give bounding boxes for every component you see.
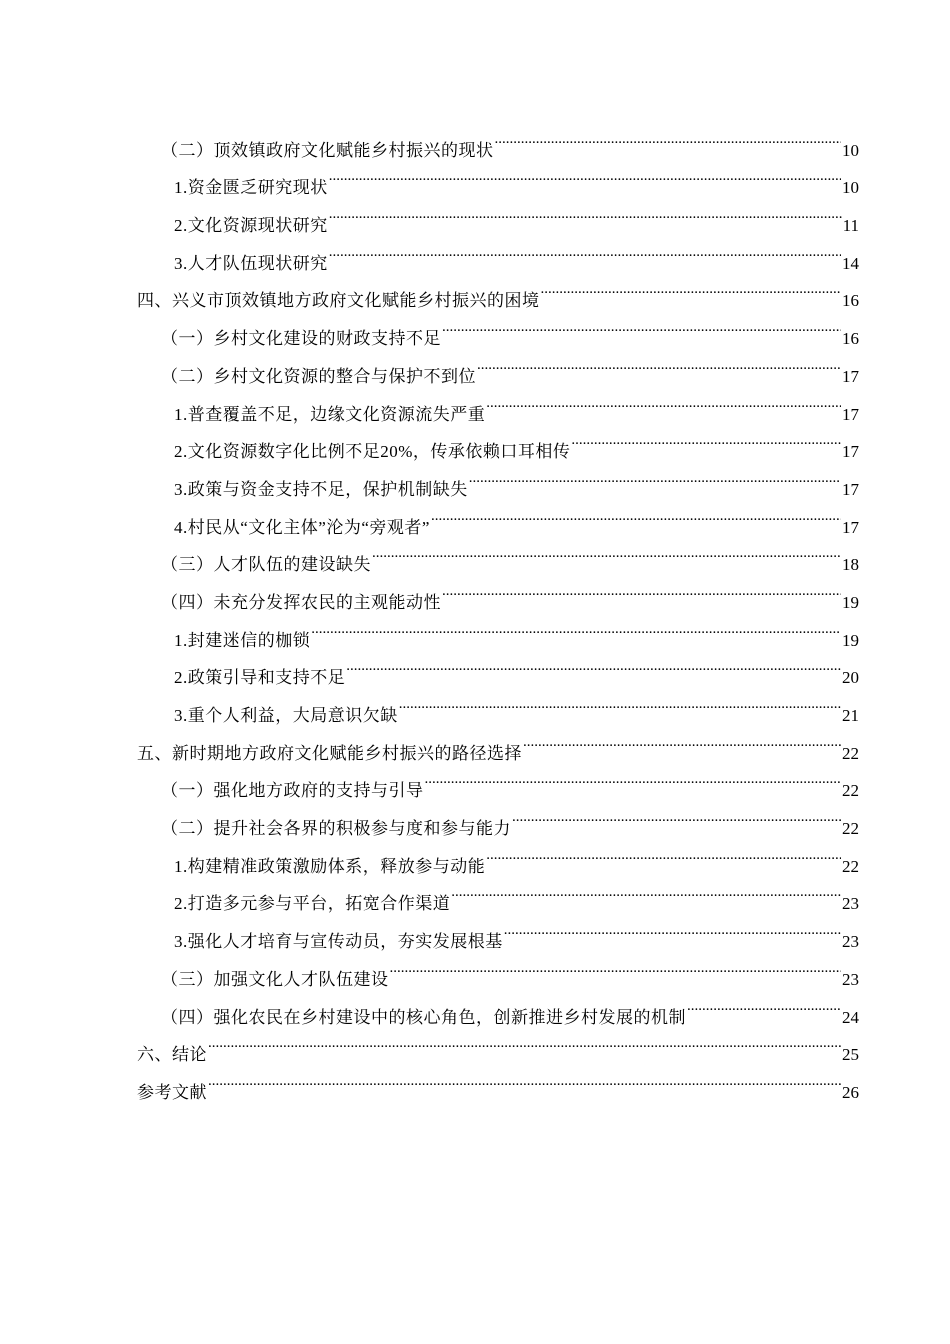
toc-entry-title: 3.重个人利益，大局意识欠缺: [174, 706, 398, 725]
toc-dot-leader: [346, 646, 841, 684]
toc-entry-title: （一）乡村文化建设的财政支持不足: [161, 329, 441, 349]
toc-entry-title: （三）人才队伍的建设缺失: [161, 555, 371, 575]
toc-entry-title: （一）强化地方政府的支持与引导: [161, 781, 424, 801]
toc-entry-page-number: 17: [842, 517, 859, 537]
toc-dot-leader: [504, 909, 841, 947]
toc-entry-page-number: 20: [842, 668, 859, 688]
toc-entry-title: 1.封建迷信的枷锁: [174, 630, 311, 650]
toc-entry-page-number: 17: [842, 404, 859, 424]
toc-entry-title: 2.打造多元参与平台，拓宽合作渠道: [174, 894, 451, 914]
toc-entry-page-number: 17: [842, 479, 859, 499]
toc-entry-page-number: 22: [842, 781, 859, 801]
toc-dot-leader: [486, 382, 841, 420]
toc-entry-title: （二）提升社会各界的积极参与度和参与能力: [161, 819, 511, 839]
toc-dot-leader: [431, 495, 841, 533]
toc-dot-leader: [523, 721, 841, 759]
toc-entry-page-number: 23: [842, 894, 859, 914]
toc-entry-page-number: 19: [842, 630, 859, 650]
toc-entry-page-number: 23: [842, 969, 859, 989]
toc-entry-title: 六、结论: [137, 1045, 207, 1065]
toc-entry-page-number: 22: [842, 819, 859, 839]
toc-entry-page-number: 11: [842, 216, 859, 236]
toc-dot-leader: [372, 533, 841, 571]
toc-entry-page-number: 26: [842, 1082, 859, 1102]
toc-dot-leader: [571, 420, 841, 458]
toc-entry-page-number: 21: [842, 706, 859, 725]
toc-entry-title: 四、兴义市顶效镇地方政府文化赋能乡村振兴的困境: [137, 291, 540, 311]
toc-dot-leader: [469, 457, 841, 495]
toc-entry-page-number: 17: [842, 366, 859, 386]
toc-entry-page-number: 23: [842, 932, 859, 952]
toc-dot-leader: [329, 231, 841, 269]
toc-entry-title: （四）未充分发挥农民的主观能动性: [161, 592, 441, 612]
toc-entry-title: 1.资金匮乏研究现状: [174, 178, 328, 198]
toc-entry-page-number: 10: [842, 178, 859, 198]
toc-dot-leader: [399, 683, 841, 721]
toc-entry-title: 2.文化资源数字化比例不足20%，传承依赖口耳相传: [174, 442, 571, 462]
toc-entry[interactable]: [137, 1060, 859, 1102]
toc-entry-title: 2.文化资源现状研究: [174, 216, 328, 236]
toc-entry-page-number: 10: [842, 140, 859, 160]
toc-dot-leader: [208, 1060, 841, 1098]
table-of-contents: [137, 118, 859, 1102]
toc-entry-title: 4.村民从“文化主体”沦为“旁观者”: [174, 517, 430, 537]
toc-dot-leader: [442, 570, 841, 608]
toc-entry-title: 3.人才队伍现状研究: [174, 253, 328, 273]
toc-dot-leader: [451, 872, 841, 910]
toc-entry-title: 1.普查覆盖不足，边缘文化资源流失严重: [174, 404, 486, 424]
toc-entry-page-number: 16: [842, 329, 859, 349]
toc-dot-leader: [311, 608, 841, 646]
toc-entry-page-number: 25: [842, 1045, 859, 1065]
toc-entry-page-number: 24: [842, 1007, 859, 1027]
toc-dot-leader: [442, 306, 841, 344]
toc-entry-page-number: 17: [842, 442, 859, 462]
toc-entry-title: （二）乡村文化资源的整合与保护不到位: [161, 366, 476, 386]
toc-entry[interactable]: [137, 1023, 859, 1065]
toc-dot-leader: [477, 344, 841, 382]
toc-dot-leader: [486, 834, 841, 872]
toc-entry-page-number: 22: [842, 856, 859, 876]
toc-dot-leader: [425, 759, 842, 797]
toc-entry-title: 3.强化人才培育与宣传动员，夯实发展根基: [174, 932, 503, 952]
toc-entry-title: 五、新时期地方政府文化赋能乡村振兴的路径选择: [137, 743, 522, 763]
toc-entry-page-number: 14: [842, 253, 859, 273]
toc-dot-leader: [495, 118, 842, 156]
toc-dot-leader: [687, 985, 841, 1023]
toc-entry-title: （四）强化农民在乡村建设中的核心角色，创新推进乡村发展的机制: [161, 1007, 686, 1027]
toc-entry-title: （三）加强文化人才队伍建设: [161, 969, 389, 989]
toc-dot-leader: [541, 269, 842, 307]
toc-dot-leader: [208, 1023, 841, 1061]
toc-dot-leader: [512, 796, 841, 834]
toc-entry-title: 3.政策与资金支持不足，保护机制缺失: [174, 479, 468, 499]
toc-entry-title: 1.构建精准政策激励体系，释放参与动能: [174, 856, 486, 876]
toc-dot-leader: [329, 156, 841, 194]
toc-entry-page-number: 19: [842, 592, 859, 612]
toc-dot-leader: [390, 947, 842, 985]
toc-entry-title: （二）顶效镇政府文化赋能乡村振兴的现状: [161, 140, 494, 160]
toc-entry[interactable]: [137, 118, 859, 160]
toc-entry-title: 2.政策引导和支持不足: [174, 668, 346, 688]
toc-entry-page-number: 16: [842, 291, 859, 311]
toc-dot-leader: [329, 193, 842, 231]
toc-entry-page-number: 18: [842, 555, 859, 575]
toc-entry-page-number: 22: [842, 743, 859, 763]
toc-entry-title: 参考文献: [137, 1082, 207, 1102]
